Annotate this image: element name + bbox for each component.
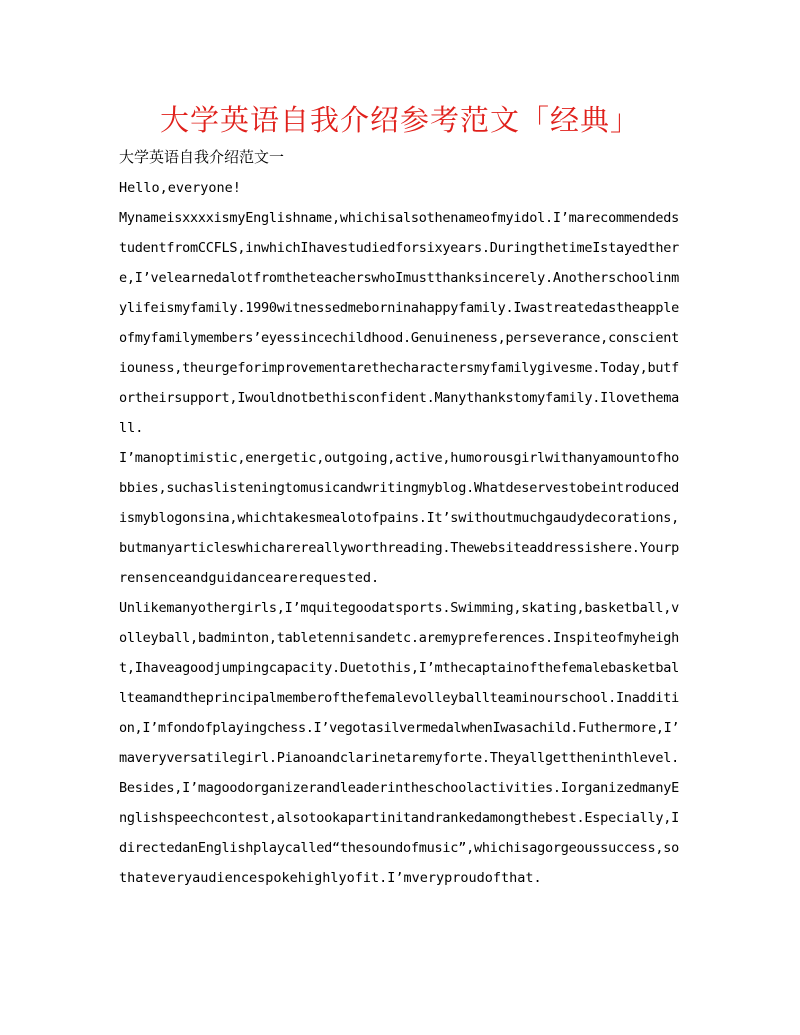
body-line: butmanyarticleswhicharereallyworthreading.Thewebsiteaddressishere.Yourp [119,540,680,556]
body-line: directedanEnglishplaycalled“thesoundofmusic”,whichisagorgeoussuccess,so [119,840,680,856]
body-line: t,Ihaveagoodjumpingcapacity.Duetothis,I’mthecaptainofthefemalebasketbal [119,660,680,676]
body-line: ll. [119,420,144,436]
body-line: tudentfromCCFLS,inwhichIhavestudiedforsixyears.DuringthetimeIstayedther [119,240,680,256]
body-line: Hello,everyone! [119,180,241,196]
document-subtitle: 大学英语自我介绍范文一 [119,148,285,166]
body-line: thateveryaudiencespokehighlyofit.I’mveryproudofthat. [119,870,542,886]
body-line: iouness,theurgeforimprovementarethecharactersmyfamilygivesme.Today,butf [119,360,680,376]
body-line: ismyblogonsina,whichtakesmealotofpains.It’swithoutmuchgaudydecorations, [119,510,680,526]
body-line: I’manoptimistic,energetic,outgoing,active,humorousgirlwithanyamountofho [119,450,680,466]
body-line: ofmyfamilymembers’eyessincechildhood.Genuineness,perseverance,conscient [119,330,680,346]
body-line: Unlikemanyothergirls,I’mquitegoodatsports.Swimming,skating,basketball,v [119,600,680,616]
document-title: 大学英语自我介绍参考范文「经典」 [159,103,640,137]
body-line: Besides,I’magoodorganizerandleaderintheschoolactivities.IorganizedmanyE [119,780,680,796]
body-line: nglishspeechcontest,alsotookapartinitandrankedamongthebest.Especially,I [119,810,680,826]
body-line: lteamandtheprincipalmemberofthefemalevolleyballteaminourschool.Inadditi [119,690,680,706]
body-line: maveryversatilegirl.Pianoandclarinetaremyforte.Theyallgettheninthlevel. [119,750,680,766]
body-line: ylifeismyfamily.1990witnessedmeborninahappyfamily.Iwastreatedastheapple [119,300,680,316]
body-line: olleyball,badminton,tabletennisandetc.aremypreferences.Inspiteofmyheigh [119,630,680,646]
body-line: on,I’mfondofplayingchess.I’vegotasilvermedalwhenIwasachild.Futhermore,I’ [119,720,680,736]
body-line: MynameisxxxxismyEnglishname,whichisalsothenameofmyidol.I’marecommendeds [119,210,680,226]
body-line: e,I’velearnedalotfromtheteacherswhoImustthanksincerely.Anotherschoolinm [119,270,680,286]
body-line: rensenceandguidancearerequested. [119,570,380,586]
body-line: bbies,suchaslisteningtomusicandwritingmyblog.Whatdeservestobeintroduced [119,480,680,496]
body-line: ortheirsupport,Iwouldnotbethisconfident.Manythankstomyfamily.Ilovethema [119,390,680,406]
